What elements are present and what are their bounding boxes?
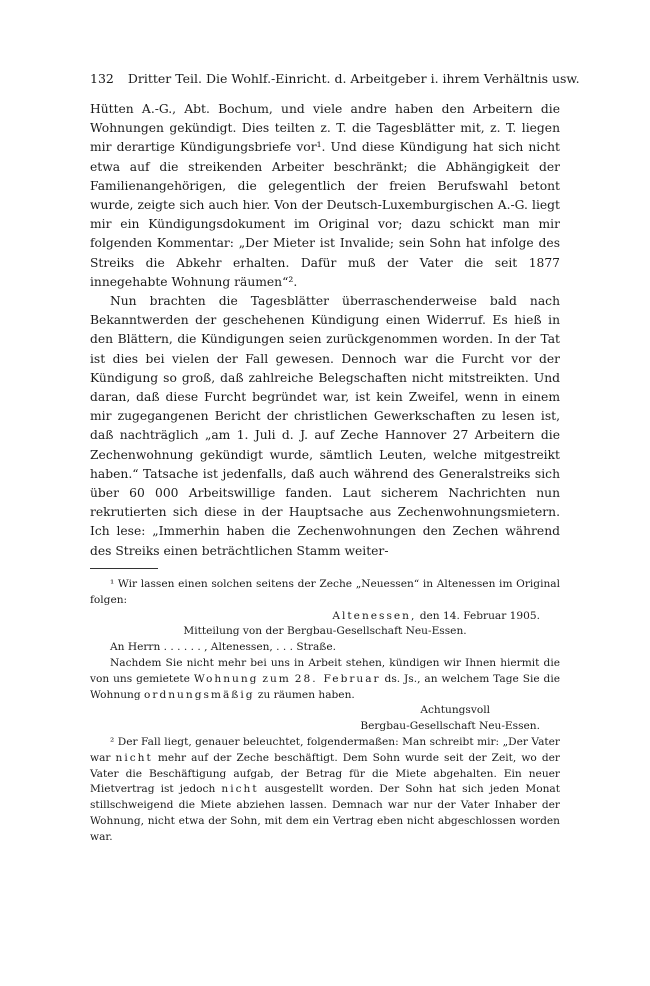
letter-spaced-word: zum xyxy=(262,672,291,685)
main-text xyxy=(90,100,560,561)
footnote-rule xyxy=(90,568,158,569)
footnote-2-text: ausgestellt worden. Der Sohn hat sich jeden Monat stillschweigend die Miete abziehen lassen. Demnach war nur der Vater Inhaber der Wohnung, nicht etwa der Sohn, mit dem ein Vertrag eben nicht abgeschlossen worden war. xyxy=(90,783,560,843)
letter-text: Nachdem Sie nicht mehr bei uns in Arbeit stehen, kündigen wir Ihnen hiermit die von uns gemietete xyxy=(90,656,560,685)
footnote-2-text: ² Der Fall liegt, genauer beleuchtet, folgendermaßen: Man schreibt mir: „Der Vater war xyxy=(90,735,560,764)
paragraph-1: Hütten A.-G., Abt. Bochum, und viele andre haben den Arbeitern die Wohnungen gekündigt. Dies teilten z. T. die Tagesblätter mit, z. T. liegen mir derartige Kündigungsbriefe vor¹. Und diese Kündigung hat sich nicht etwa auf die streikenden Arbeiter beschränkt; die Abhängigkeit der Familienangehörigen, die gelegentlich der freien Berufswahl betont wurde, zeigte sich auch hier. Von der Deutsch-Luxemburgischen A.-G. liegt mir ein Kündigungsdokument im Original vor; dazu schickt man mir folgenden Kommentar: „Der Mieter ist Invalide; sein Sohn hat infolge des Streiks die Abkehr erhalten. Dafür muß der Vater die seit 1877 innegehabte Wohnung räumen“². xyxy=(90,102,560,289)
letter-spaced-word: ordnungsmäßig xyxy=(144,688,255,701)
paragraph-2: Nun brachten die Tagesblätter überraschenderweise bald nach Bekanntwerden der geschehenen Kündigung einen Widerruf. Es hieß in den Blättern, die Kündigungen seien zurückgenommen worden. In der Tat ist dies bei vielen der Fall gewesen. Dennoch war die Furcht vor der Kündigung so groß, daß zahlreiche Belegschaften nicht mitstreikten. Und daran, daß diese Furcht begründet war, ist kein Zweifel, wenn in einem mir zugegangenen Bericht der christlichen Gewerkschaften zu lesen ist, daß nachträglich „am 1. Juli d. J. auf Zeche Hannover 27 Arbeitern die Zechenwohnung gekündigt wurde, sämtlich Leuten, welche mitgestreikt haben.“ Tatsache ist jedenfalls, daß auch während des Generalstreiks sich über 60 000 Arbeitswillige fanden. Laut sicherem Nachrichten nun rekrutierten sich diese in der Hauptsache aus Zechenwohnungsmietern. Ich lese: „Immerhin haben die Zechenwohnungen den Zechen während des Streiks einen beträchtlichen Stamm weiter- xyxy=(90,294,560,558)
footnote-1-intro: ¹ Wir lassen einen solchen seitens der Zeche „Neuessen“ in Altenessen im Original folgen: xyxy=(90,578,560,606)
footnote-1-place: Altenessen, xyxy=(332,609,417,622)
letter-spaced-word: nicht xyxy=(115,751,153,764)
running-title: Dritter Teil. Die Wohlf.-Einricht. d. Arbeitgeber i. ihrem Verhältnis usw. xyxy=(127,71,580,86)
footnotes xyxy=(90,577,560,846)
footnote-1-date: den 14. Februar 1905. xyxy=(419,609,540,622)
footnote-1-dateline xyxy=(90,609,560,625)
footnote-1-address: An Herrn . . . . . . , Altenessen, . . . Straße. xyxy=(110,641,336,654)
letter-text: ds. Js., an welchem Tage Sie die Wohnung xyxy=(90,672,560,701)
letter-text: zu räumen haben. xyxy=(257,688,355,701)
letter-spaced-word: nicht xyxy=(221,783,259,796)
footnote-1-signature: Bergbau-Gesellschaft Neu-Essen. xyxy=(360,720,540,733)
footnote-1-closing: Achtungsvoll xyxy=(420,704,490,717)
footnote-1-heading: Mitteilung von der Bergbau-Gesellschaft Neu-Essen. xyxy=(183,625,467,638)
running-header xyxy=(90,70,580,88)
letter-spaced-date: 28. Februar xyxy=(294,672,381,685)
page-number: 132 xyxy=(90,71,114,86)
footnote-2-text: mehr auf der Zeche beschäftigt. Dem Sohn wurde seit der Zeit, wo der Vater die Beschäftigung aufgab, der Betrag für die Miete abgehalten. Ein neuer Mietvertrag ist jedoch xyxy=(90,751,560,796)
footnote-1-letter xyxy=(90,656,560,703)
footnote-2 xyxy=(90,735,560,846)
letter-spaced-word: Wohnung xyxy=(193,672,259,685)
